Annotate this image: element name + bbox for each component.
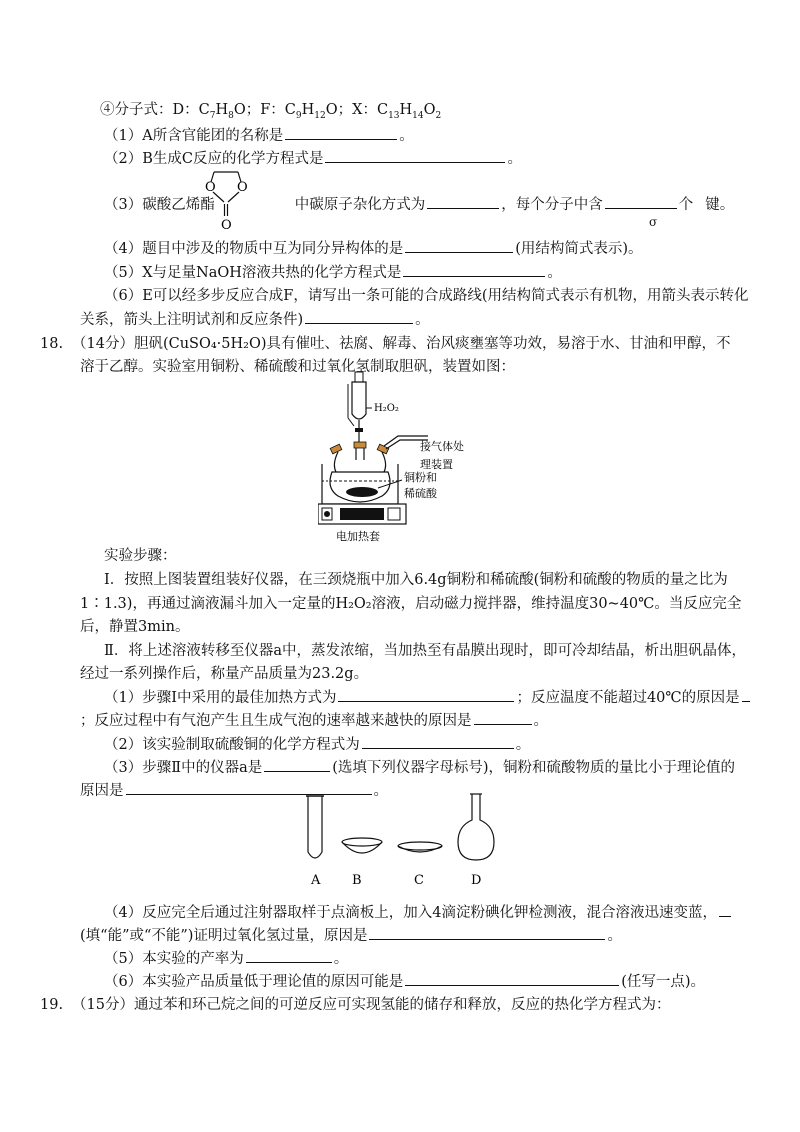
question-text: （4）反应完全后通过注射器取样于点滴板上，加入4滴淀粉碘化钾检测液，混合溶液迅速变蓝， — [104, 905, 717, 921]
question-text: 个 — [678, 197, 694, 213]
question-text: （6）本实验产品质量低于理论值的原因可能是 — [104, 974, 404, 990]
formula-x-prefix: O；X：C — [325, 102, 389, 118]
round-bottom-flask — [458, 794, 494, 860]
ring-oxygen-left: O — [205, 180, 216, 195]
copper-acid-label-1: 铜粉和 — [404, 471, 437, 484]
ethylene-carbonate-structure — [196, 160, 266, 232]
question-text: （2）B生成C反应的化学方程式是 — [104, 151, 324, 167]
sub-question-2 — [104, 734, 530, 755]
sigma-label: σ — [649, 215, 658, 229]
problem-19-line1: （15分）通过苯和环己烷之间的可逆反应可实现氢能的储存和释放，反应的热化学方程式为： — [72, 997, 671, 1013]
evaporating-dish — [342, 842, 382, 853]
formula-text: H — [215, 102, 229, 118]
question-text: （4）题目中涉及的物质中互为同分异构体的是 — [104, 241, 404, 257]
funnel-valve — [355, 428, 363, 432]
punct: 。 — [373, 783, 388, 799]
question-6-line2 — [80, 309, 430, 330]
problem-18-line1: （14分）胆矾(CuSO₄·5H₂O)具有催吐、祛腐、解毒、治风痰壅塞等功效，易溶于水、甘油和甲醇，不 — [72, 336, 731, 352]
question-5 — [104, 262, 562, 283]
dropping-funnel — [352, 382, 366, 419]
subscript: 9 — [295, 110, 302, 121]
formula-f-prefix: O；F：C — [233, 102, 296, 118]
center-stopper — [354, 442, 366, 448]
steps-heading: 实验步骤： — [104, 548, 177, 564]
punct: 。 — [515, 737, 531, 753]
answer-blank[interactable] — [305, 309, 413, 324]
step-1-line3: 后，静置3min。 — [80, 619, 190, 635]
punct: 。 — [333, 951, 349, 967]
subscript: 14 — [412, 110, 424, 121]
subscript: 12 — [314, 110, 326, 121]
answer-blank[interactable] — [605, 194, 677, 209]
question-text: (任写一点)。 — [621, 974, 706, 990]
sub-question-4-line1 — [104, 902, 733, 923]
step-1-line2: 1∶1.3)，再通过滴液漏斗加入一定量的H₂O₂溶液，启动磁力搅拌器，维持温度30~40℃。当反应完全 — [80, 596, 742, 612]
punct: 。 — [533, 713, 548, 729]
answer-blank[interactable] — [742, 687, 750, 702]
answer-blank[interactable] — [362, 734, 514, 749]
molecular-formula-line — [100, 100, 441, 126]
sub-question-3-line1 — [104, 757, 735, 778]
subscript: 7 — [209, 110, 216, 121]
instrument-label-d: D — [471, 873, 482, 888]
step-2-line1: Ⅱ．将上述溶液转移至仪器a中，蒸发浓缩，当加热至有晶膜出现时，即可冷却结晶，析出胆矾晶体， — [104, 643, 746, 659]
gas-treatment-label-2: 理装置 — [420, 458, 453, 471]
answer-blank[interactable] — [369, 925, 605, 940]
problem-18-line2: 溶于乙醇。实验室用铜粉、稀硫酸和过氧化氢制取胆矾，装置如图： — [80, 359, 515, 375]
question-2 — [104, 148, 522, 169]
copper-acid-label-2: 稀硫酸 — [404, 487, 437, 500]
question-text: 键。 — [705, 197, 735, 213]
question-text: （1）步骤Ⅰ中采用的最佳加热方式为 — [104, 690, 337, 706]
answer-blank[interactable] — [405, 971, 619, 986]
answer-blank[interactable] — [338, 687, 514, 702]
punct: 。 — [547, 265, 562, 281]
apparatus-diagram — [318, 368, 498, 548]
question-text: （2）该实验制取硫酸铜的化学方程式为 — [104, 737, 360, 753]
question-text: （5）X与足量NaOH溶液共热的化学方程式是 — [104, 265, 402, 281]
punct: 。 — [507, 151, 522, 167]
left-stopper — [330, 444, 342, 454]
heater-knob — [324, 511, 330, 517]
question-6-line1: （6）E可以经多步反应合成F，请写出一条可能的合成路线(用结构简式表示有机物，用箭头表示转化 — [104, 288, 749, 304]
sub-question-1-line2 — [80, 710, 548, 731]
answer-blank[interactable] — [264, 757, 330, 772]
gas-treatment-label-1: 接气体处 — [420, 440, 464, 453]
problem-18-number: 18. — [40, 336, 64, 352]
answer-blank[interactable] — [285, 125, 397, 140]
question-text: （1）A所含官能团的名称是 — [104, 128, 284, 144]
test-tube — [308, 796, 322, 858]
subscript: 13 — [388, 110, 400, 121]
instrument-label-b: B — [352, 873, 362, 888]
question-text: 关系，箭头上注明试剂和反应条件) — [80, 312, 304, 328]
answer-blank[interactable] — [403, 262, 545, 277]
question-text: （3）碳酸乙烯酯 — [104, 197, 215, 213]
punct: 。 — [607, 928, 622, 944]
question-text: （5）本实验的产率为 — [104, 951, 244, 967]
formula-text: H — [301, 102, 315, 118]
question-text: ；反应温度不能超过40℃的原因是 — [516, 690, 740, 706]
instrument-label-a: A — [311, 873, 321, 888]
h2o2-label: H₂O₂ — [374, 403, 399, 414]
subscript: 2 — [435, 110, 442, 121]
instrument-label-c: C — [414, 873, 424, 888]
question-text: (选填下列仪器字母标号)，铜粉和硫酸物质的量比小于理论值的 — [332, 760, 736, 776]
punct: 。 — [399, 128, 414, 144]
question-text: ，每个分子中含 — [501, 197, 603, 213]
step-2-line2: 经过一系列操作后，称量产品质量为23.2g。 — [80, 666, 369, 682]
instruments-figure — [296, 790, 506, 890]
formula-d-prefix: ④分子式：D：C — [100, 102, 210, 118]
answer-blank[interactable] — [719, 902, 731, 917]
sub-question-4-line2 — [80, 925, 622, 946]
question-text: 原因是 — [80, 783, 124, 799]
answer-blank[interactable] — [246, 948, 332, 963]
funnel-stopper — [355, 372, 363, 382]
problem-19-number: 19. — [40, 997, 64, 1013]
punct: 。 — [415, 312, 430, 328]
step-1-line1: Ⅰ．按照上图装置组装好仪器，在三颈烧瓶中加入6.4g铜粉和稀硫酸(铜粉和硫酸的物质的量之比为 — [104, 572, 728, 588]
question-4 — [104, 238, 643, 259]
question-text: （3）步骤Ⅱ中的仪器a是 — [104, 760, 263, 776]
answer-blank[interactable] — [405, 238, 513, 253]
question-text: ；反应过程中有气泡产生且生成气泡的速率越来越快的原因是 — [80, 713, 472, 729]
carbonyl-oxygen: O — [221, 218, 232, 232]
ring-oxygen-right: O — [237, 180, 248, 195]
copper-powder — [346, 487, 378, 497]
question-1 — [104, 125, 414, 146]
question-text: 中碳原子杂化方式为 — [294, 197, 426, 213]
formula-text: H — [399, 102, 413, 118]
heater-display — [340, 508, 384, 520]
answer-blank[interactable] — [325, 148, 505, 163]
heater-label: 电加热套 — [336, 530, 380, 543]
sub-question-1-line1 — [104, 687, 752, 708]
question-text: (填“能”或“不能”)证明过氧化氢过量，原因是 — [80, 928, 368, 944]
subscript: 8 — [228, 110, 234, 121]
answer-blank[interactable] — [474, 710, 532, 725]
answer-blank[interactable] — [427, 194, 499, 209]
sub-question-5 — [104, 948, 348, 969]
formula-text: O — [423, 102, 436, 118]
question-text: (用结构简式表示)。 — [515, 241, 643, 257]
sub-question-6 — [104, 971, 705, 992]
